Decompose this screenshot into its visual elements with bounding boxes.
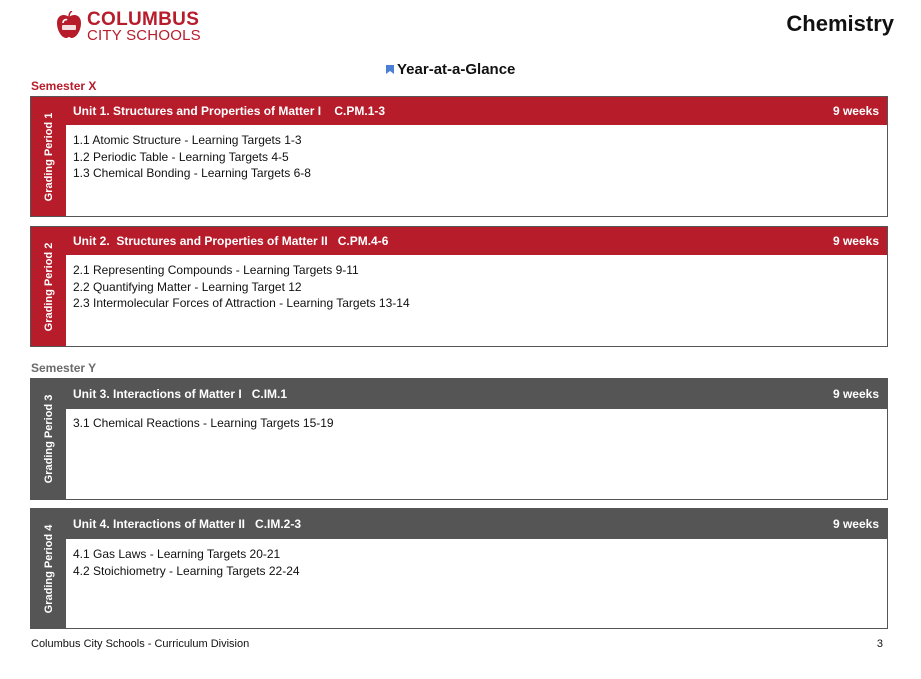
semester-x-label: Semester X xyxy=(31,79,97,93)
unit-card-3 xyxy=(30,378,888,500)
topic-item: 2.2 Quantifying Matter - Learning Target 12 xyxy=(73,279,302,294)
page-heading xyxy=(386,61,515,78)
unit-header xyxy=(66,97,887,125)
topic-item: 1.1 Atomic Structure - Learning Targets 1-3 xyxy=(73,133,302,147)
unit-title: Unit 3. Interactions of Matter I C.IM.1 xyxy=(73,387,288,401)
topic-item: 1.2 Periodic Table - Learning Targets 4-5 xyxy=(73,149,289,164)
unit-header xyxy=(66,509,887,539)
unit-title: Unit 4. Interactions of Matter II C.IM.2-3 xyxy=(73,517,302,531)
topic-item: 2.3 Intermolecular Forces of Attraction - Learning Targets 13-14 xyxy=(73,296,410,310)
grading-period-tab xyxy=(31,227,66,346)
grading-period-tab xyxy=(31,97,66,216)
grading-period-label: Grading Period 1 xyxy=(42,112,55,201)
logo-text-city-schools: CITY SCHOOLS xyxy=(87,27,201,44)
unit-title: Unit 1. Structures and Properties of Matter I C.PM.1-3 xyxy=(73,104,386,118)
apple-logo-icon xyxy=(56,11,82,39)
district-logo xyxy=(56,11,206,43)
grading-period-tab xyxy=(31,379,66,499)
unit-duration: 9 weeks xyxy=(832,234,879,248)
unit-header xyxy=(66,227,887,255)
unit-title: Unit 2. Structures and Properties of Matter II C.PM.4-6 xyxy=(73,234,389,248)
unit-topic-list xyxy=(73,546,300,579)
unit-duration: 9 weeks xyxy=(832,517,879,531)
logo-text-columbus: COLUMBUS xyxy=(87,9,200,30)
unit-card-4 xyxy=(30,508,888,629)
unit-topic-list xyxy=(73,415,334,432)
grading-period-tab xyxy=(31,509,66,628)
semester-y-label: Semester Y xyxy=(31,361,97,375)
unit-card-1 xyxy=(30,96,888,217)
page-heading-text: Year-at-a-Glance xyxy=(397,61,516,78)
topic-item: 2.1 Representing Compounds - Learning Targets 9-11 xyxy=(73,263,359,277)
footer-text: Columbus City Schools - Curriculum Division xyxy=(31,638,250,650)
subject-title: Chemistry xyxy=(786,11,894,36)
unit-duration: 9 weeks xyxy=(832,104,879,118)
unit-card-2 xyxy=(30,226,888,347)
topic-item: 3.1 Chemical Reactions - Learning Targets 15-19 xyxy=(73,416,334,430)
topic-item: 4.1 Gas Laws - Learning Targets 20-21 xyxy=(73,547,281,561)
unit-topic-list xyxy=(73,132,311,182)
topic-item: 1.3 Chemical Bonding - Learning Targets 6-8 xyxy=(73,166,311,180)
unit-duration: 9 weeks xyxy=(832,387,879,401)
topic-item: 4.2 Stoichiometry - Learning Targets 22-24 xyxy=(73,563,300,578)
unit-topic-list xyxy=(73,262,410,312)
bookmark-icon xyxy=(386,65,394,74)
grading-period-label: Grading Period 3 xyxy=(42,394,55,484)
page-number: 3 xyxy=(876,638,883,650)
grading-period-label: Grading Period 2 xyxy=(42,242,55,331)
unit-header xyxy=(66,379,887,409)
grading-period-label: Grading Period 4 xyxy=(42,524,55,613)
